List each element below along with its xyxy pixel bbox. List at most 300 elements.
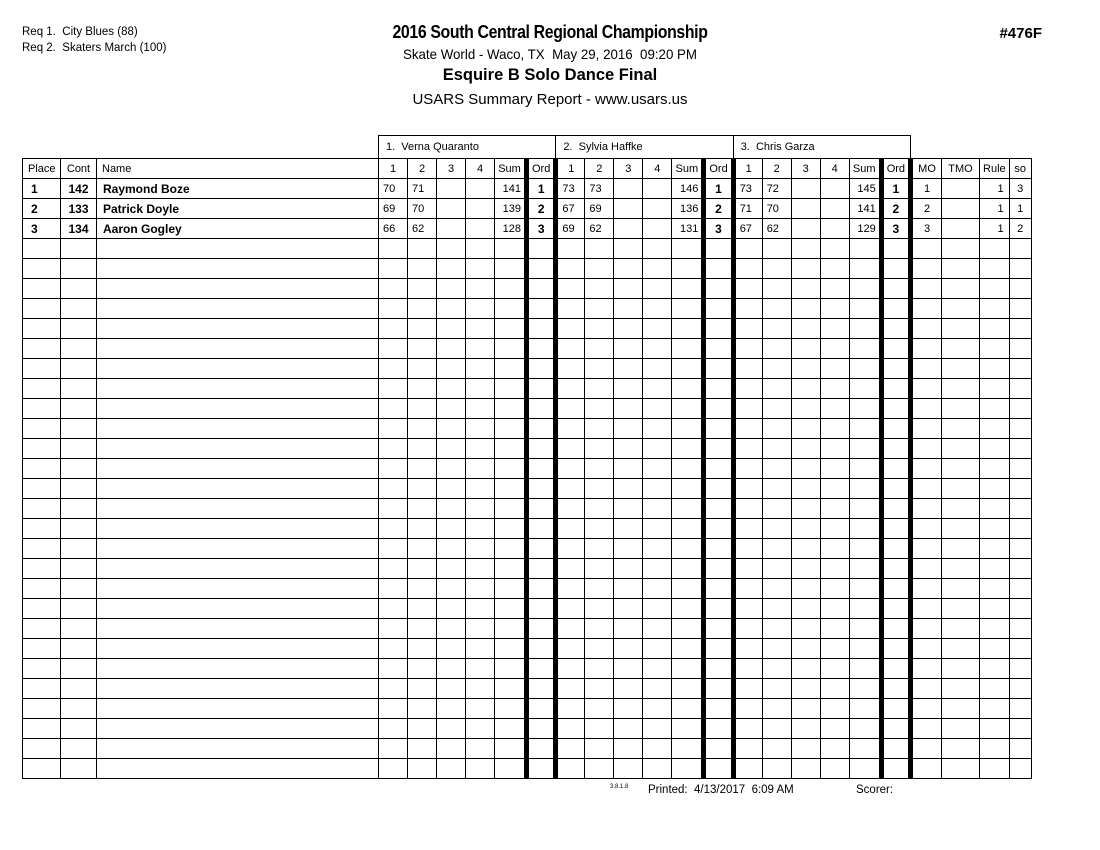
empty-cell bbox=[379, 319, 408, 339]
empty-cell bbox=[97, 519, 379, 539]
empty-cell bbox=[820, 339, 849, 359]
empty-cell bbox=[437, 659, 466, 679]
empty-cell bbox=[942, 619, 980, 639]
score-cell: 69 bbox=[585, 199, 614, 219]
empty-cell bbox=[820, 479, 849, 499]
empty-cell bbox=[762, 619, 791, 639]
empty-cell bbox=[881, 379, 910, 399]
empty-cell bbox=[881, 499, 910, 519]
sum-cell: 145 bbox=[849, 179, 881, 199]
score-cell bbox=[643, 179, 672, 199]
sum-cell: 146 bbox=[672, 179, 704, 199]
empty-cell bbox=[437, 539, 466, 559]
empty-cell bbox=[614, 619, 643, 639]
empty-cell bbox=[704, 719, 733, 739]
header-cont: Cont bbox=[61, 159, 97, 179]
judge-1-name: 1. Verna Quaranto bbox=[379, 136, 556, 159]
empty-cell bbox=[820, 459, 849, 479]
empty-cell bbox=[762, 519, 791, 539]
sum-cell: 141 bbox=[495, 179, 527, 199]
empty-cell bbox=[849, 699, 881, 719]
empty-cell bbox=[408, 259, 437, 279]
empty-cell bbox=[820, 379, 849, 399]
empty-cell bbox=[97, 239, 379, 259]
empty-cell bbox=[495, 679, 527, 699]
empty-cell bbox=[762, 579, 791, 599]
empty-cell bbox=[614, 719, 643, 739]
empty-cell bbox=[495, 479, 527, 499]
empty-cell bbox=[585, 599, 614, 619]
empty-cell bbox=[762, 379, 791, 399]
place-cell: 3 bbox=[23, 219, 61, 239]
rule-cell: 1 bbox=[980, 219, 1010, 239]
empty-cell bbox=[942, 579, 980, 599]
empty-cell bbox=[942, 239, 980, 259]
empty-cell bbox=[881, 319, 910, 339]
empty-cell bbox=[762, 599, 791, 619]
empty-cell bbox=[97, 719, 379, 739]
empty-cell bbox=[23, 299, 61, 319]
empty-cell bbox=[643, 299, 672, 319]
empty-cell bbox=[379, 419, 408, 439]
empty-cell bbox=[762, 759, 791, 779]
empty-row bbox=[23, 699, 1032, 719]
empty-cell bbox=[881, 299, 910, 319]
empty-cell bbox=[942, 759, 980, 779]
empty-cell bbox=[942, 399, 980, 419]
empty-cell bbox=[672, 699, 704, 719]
empty-cell bbox=[762, 559, 791, 579]
empty-cell bbox=[980, 439, 1010, 459]
empty-cell bbox=[1009, 339, 1031, 359]
empty-cell bbox=[61, 659, 97, 679]
empty-row bbox=[23, 679, 1032, 699]
empty-cell bbox=[614, 239, 643, 259]
empty-cell bbox=[849, 459, 881, 479]
empty-cell bbox=[733, 439, 762, 459]
empty-cell bbox=[466, 239, 495, 259]
empty-cell bbox=[527, 519, 556, 539]
empty-cell bbox=[585, 579, 614, 599]
empty-cell bbox=[97, 619, 379, 639]
empty-cell bbox=[437, 339, 466, 359]
version-label: 3.8.1.8 bbox=[610, 784, 629, 790]
empty-cell bbox=[942, 659, 980, 679]
score-cell bbox=[437, 219, 466, 239]
empty-cell bbox=[61, 339, 97, 359]
empty-cell bbox=[672, 239, 704, 259]
empty-cell bbox=[704, 739, 733, 759]
empty-cell bbox=[97, 599, 379, 619]
empty-cell bbox=[881, 599, 910, 619]
empty-cell bbox=[614, 399, 643, 419]
empty-cell bbox=[614, 639, 643, 659]
empty-cell bbox=[585, 239, 614, 259]
empty-cell bbox=[495, 739, 527, 759]
empty-cell bbox=[911, 579, 942, 599]
judge-3-name: 3. Chris Garza bbox=[733, 136, 910, 159]
empty-cell bbox=[437, 699, 466, 719]
empty-cell bbox=[23, 259, 61, 279]
empty-cell bbox=[556, 399, 585, 419]
empty-cell bbox=[61, 359, 97, 379]
empty-cell bbox=[97, 459, 379, 479]
empty-cell bbox=[495, 499, 527, 519]
empty-cell bbox=[980, 739, 1010, 759]
score-cell bbox=[466, 179, 495, 199]
empty-cell bbox=[23, 639, 61, 659]
empty-cell bbox=[495, 759, 527, 779]
empty-cell bbox=[466, 319, 495, 339]
empty-cell bbox=[791, 479, 820, 499]
empty-cell bbox=[61, 719, 97, 739]
empty-cell bbox=[820, 419, 849, 439]
empty-cell bbox=[23, 519, 61, 539]
empty-cell bbox=[881, 539, 910, 559]
empty-cell bbox=[672, 439, 704, 459]
ord-cell: 3 bbox=[881, 219, 910, 239]
empty-row bbox=[23, 419, 1032, 439]
empty-cell bbox=[791, 319, 820, 339]
empty-cell bbox=[733, 479, 762, 499]
empty-cell bbox=[97, 379, 379, 399]
empty-cell bbox=[495, 239, 527, 259]
empty-cell bbox=[911, 739, 942, 759]
empty-cell bbox=[466, 299, 495, 319]
empty-cell bbox=[437, 419, 466, 439]
empty-cell bbox=[911, 499, 942, 519]
req-line-2: Req 2. Skaters March (100) bbox=[22, 42, 167, 54]
empty-cell bbox=[614, 499, 643, 519]
empty-cell bbox=[556, 659, 585, 679]
tmo-cell bbox=[942, 199, 980, 219]
place-cell: 1 bbox=[23, 179, 61, 199]
empty-cell bbox=[61, 499, 97, 519]
empty-cell bbox=[466, 379, 495, 399]
empty-cell bbox=[23, 379, 61, 399]
empty-cell bbox=[614, 279, 643, 299]
empty-cell bbox=[643, 359, 672, 379]
empty-cell bbox=[643, 479, 672, 499]
empty-cell bbox=[849, 359, 881, 379]
empty-cell bbox=[408, 359, 437, 379]
header-sum: Sum bbox=[849, 159, 881, 179]
score-cell: 73 bbox=[585, 179, 614, 199]
empty-cell bbox=[437, 319, 466, 339]
header-score-1: 1 bbox=[379, 159, 408, 179]
empty-cell bbox=[643, 279, 672, 299]
sum-cell: 131 bbox=[672, 219, 704, 239]
empty-cell bbox=[791, 359, 820, 379]
empty-cell bbox=[881, 719, 910, 739]
spacer-cell bbox=[911, 136, 1032, 159]
empty-cell bbox=[911, 259, 942, 279]
empty-cell bbox=[585, 479, 614, 499]
empty-cell bbox=[466, 339, 495, 359]
empty-cell bbox=[466, 479, 495, 499]
ord-cell: 2 bbox=[881, 199, 910, 219]
ord-cell: 1 bbox=[881, 179, 910, 199]
empty-cell bbox=[1009, 459, 1031, 479]
empty-cell bbox=[408, 299, 437, 319]
empty-cell bbox=[820, 599, 849, 619]
empty-cell bbox=[1009, 519, 1031, 539]
empty-cell bbox=[942, 439, 980, 459]
empty-cell bbox=[495, 459, 527, 479]
empty-cell bbox=[408, 639, 437, 659]
empty-cell bbox=[379, 379, 408, 399]
empty-cell bbox=[881, 619, 910, 639]
empty-cell bbox=[408, 519, 437, 539]
place-cell: 2 bbox=[23, 199, 61, 219]
empty-cell bbox=[408, 659, 437, 679]
empty-cell bbox=[614, 259, 643, 279]
empty-cell bbox=[97, 319, 379, 339]
empty-cell bbox=[97, 679, 379, 699]
empty-cell bbox=[942, 519, 980, 539]
empty-cell bbox=[61, 579, 97, 599]
empty-cell bbox=[379, 539, 408, 559]
empty-cell bbox=[643, 339, 672, 359]
empty-cell bbox=[556, 259, 585, 279]
empty-cell bbox=[408, 599, 437, 619]
empty-cell bbox=[1009, 239, 1031, 259]
empty-cell bbox=[911, 659, 942, 679]
empty-cell bbox=[466, 659, 495, 679]
empty-cell bbox=[980, 399, 1010, 419]
empty-cell bbox=[437, 759, 466, 779]
empty-cell bbox=[556, 479, 585, 499]
empty-cell bbox=[643, 599, 672, 619]
empty-cell bbox=[704, 459, 733, 479]
empty-cell bbox=[466, 399, 495, 419]
empty-cell bbox=[762, 659, 791, 679]
empty-cell bbox=[527, 359, 556, 379]
empty-cell bbox=[556, 719, 585, 739]
empty-cell bbox=[495, 719, 527, 739]
empty-cell bbox=[911, 439, 942, 459]
score-cell bbox=[614, 179, 643, 199]
empty-cell bbox=[980, 559, 1010, 579]
empty-cell bbox=[762, 439, 791, 459]
empty-cell bbox=[379, 619, 408, 639]
empty-cell bbox=[980, 419, 1010, 439]
empty-cell bbox=[61, 319, 97, 339]
empty-cell bbox=[942, 279, 980, 299]
empty-cell bbox=[23, 359, 61, 379]
mo-cell: 1 bbox=[911, 179, 942, 199]
empty-cell bbox=[643, 579, 672, 599]
empty-cell bbox=[466, 559, 495, 579]
empty-cell bbox=[614, 379, 643, 399]
empty-cell bbox=[704, 599, 733, 619]
empty-cell bbox=[980, 619, 1010, 639]
empty-cell bbox=[733, 499, 762, 519]
empty-cell bbox=[942, 299, 980, 319]
empty-cell bbox=[643, 499, 672, 519]
empty-cell bbox=[733, 399, 762, 419]
empty-cell bbox=[379, 579, 408, 599]
empty-cell bbox=[437, 499, 466, 519]
empty-cell bbox=[643, 559, 672, 579]
empty-cell bbox=[911, 599, 942, 619]
empty-cell bbox=[643, 699, 672, 719]
empty-cell bbox=[408, 379, 437, 399]
header-ord: Ord bbox=[704, 159, 733, 179]
empty-cell bbox=[762, 679, 791, 699]
empty-cell bbox=[643, 239, 672, 259]
empty-cell bbox=[849, 399, 881, 419]
empty-cell bbox=[980, 599, 1010, 619]
empty-cell bbox=[849, 559, 881, 579]
empty-cell bbox=[379, 639, 408, 659]
header-tmo: TMO bbox=[942, 159, 980, 179]
empty-cell bbox=[791, 759, 820, 779]
empty-cell bbox=[849, 479, 881, 499]
empty-cell bbox=[762, 339, 791, 359]
empty-cell bbox=[849, 679, 881, 699]
empty-cell bbox=[820, 359, 849, 379]
empty-cell bbox=[556, 699, 585, 719]
empty-row bbox=[23, 339, 1032, 359]
empty-cell bbox=[672, 279, 704, 299]
header-sum: Sum bbox=[495, 159, 527, 179]
empty-cell bbox=[672, 299, 704, 319]
mo-cell: 3 bbox=[911, 219, 942, 239]
empty-cell bbox=[942, 379, 980, 399]
score-cell bbox=[614, 199, 643, 219]
empty-cell bbox=[97, 579, 379, 599]
empty-cell bbox=[379, 439, 408, 459]
empty-cell bbox=[466, 739, 495, 759]
header-score-4: 4 bbox=[820, 159, 849, 179]
empty-cell bbox=[911, 379, 942, 399]
name-cell: Raymond Boze bbox=[97, 179, 379, 199]
empty-cell bbox=[881, 559, 910, 579]
empty-cell bbox=[466, 439, 495, 459]
empty-cell bbox=[791, 659, 820, 679]
empty-cell bbox=[408, 439, 437, 459]
empty-cell bbox=[61, 599, 97, 619]
empty-cell bbox=[527, 439, 556, 459]
empty-cell bbox=[849, 759, 881, 779]
empty-cell bbox=[495, 559, 527, 579]
empty-cell bbox=[466, 499, 495, 519]
empty-cell bbox=[704, 679, 733, 699]
empty-cell bbox=[527, 239, 556, 259]
empty-cell bbox=[614, 459, 643, 479]
empty-cell bbox=[437, 619, 466, 639]
empty-cell bbox=[495, 399, 527, 419]
empty-cell bbox=[733, 299, 762, 319]
spacer-cell bbox=[23, 136, 379, 159]
empty-cell bbox=[23, 459, 61, 479]
empty-row bbox=[23, 739, 1032, 759]
empty-cell bbox=[820, 519, 849, 539]
empty-cell bbox=[556, 599, 585, 619]
empty-cell bbox=[527, 379, 556, 399]
cont-cell: 142 bbox=[61, 179, 97, 199]
empty-cell bbox=[980, 319, 1010, 339]
empty-cell bbox=[849, 339, 881, 359]
empty-cell bbox=[23, 739, 61, 759]
empty-cell bbox=[495, 619, 527, 639]
header-score-2: 2 bbox=[408, 159, 437, 179]
empty-cell bbox=[942, 739, 980, 759]
empty-cell bbox=[643, 259, 672, 279]
empty-row bbox=[23, 239, 1032, 259]
empty-cell bbox=[614, 359, 643, 379]
judge-header-row bbox=[23, 136, 1032, 159]
venue-subtitle: Skate World - Waco, TX May 29, 2016 09:20 PM bbox=[403, 46, 697, 62]
empty-cell bbox=[911, 319, 942, 339]
empty-cell bbox=[408, 739, 437, 759]
empty-cell bbox=[881, 659, 910, 679]
empty-cell bbox=[733, 599, 762, 619]
empty-cell bbox=[762, 739, 791, 759]
empty-cell bbox=[1009, 539, 1031, 559]
empty-cell bbox=[672, 459, 704, 479]
empty-cell bbox=[672, 539, 704, 559]
empty-cell bbox=[911, 539, 942, 559]
header-score-3: 3 bbox=[791, 159, 820, 179]
empty-cell bbox=[849, 739, 881, 759]
empty-cell bbox=[585, 659, 614, 679]
empty-cell bbox=[408, 499, 437, 519]
empty-row bbox=[23, 379, 1032, 399]
empty-cell bbox=[643, 459, 672, 479]
empty-cell bbox=[820, 759, 849, 779]
empty-cell bbox=[911, 519, 942, 539]
empty-cell bbox=[23, 339, 61, 359]
empty-cell bbox=[643, 539, 672, 559]
empty-row bbox=[23, 439, 1032, 459]
empty-cell bbox=[980, 479, 1010, 499]
empty-cell bbox=[527, 459, 556, 479]
empty-cell bbox=[980, 519, 1010, 539]
header-score-2: 2 bbox=[585, 159, 614, 179]
empty-row bbox=[23, 459, 1032, 479]
empty-cell bbox=[911, 359, 942, 379]
sum-cell: 128 bbox=[495, 219, 527, 239]
empty-cell bbox=[61, 299, 97, 319]
empty-cell bbox=[1009, 479, 1031, 499]
empty-cell bbox=[762, 299, 791, 319]
empty-cell bbox=[911, 459, 942, 479]
empty-cell bbox=[704, 319, 733, 339]
table-row bbox=[23, 199, 1032, 219]
empty-cell bbox=[495, 699, 527, 719]
empty-cell bbox=[379, 499, 408, 519]
empty-cell bbox=[585, 699, 614, 719]
empty-cell bbox=[791, 419, 820, 439]
empty-cell bbox=[672, 419, 704, 439]
empty-cell bbox=[643, 719, 672, 739]
empty-cell bbox=[585, 679, 614, 699]
empty-cell bbox=[495, 659, 527, 679]
empty-cell bbox=[820, 299, 849, 319]
empty-cell bbox=[980, 659, 1010, 679]
event-title: Esquire B Solo Dance Final bbox=[442, 66, 658, 84]
empty-cell bbox=[820, 579, 849, 599]
empty-cell bbox=[643, 739, 672, 759]
empty-cell bbox=[437, 379, 466, 399]
empty-cell bbox=[585, 259, 614, 279]
empty-cell bbox=[1009, 439, 1031, 459]
empty-cell bbox=[556, 759, 585, 779]
empty-cell bbox=[672, 579, 704, 599]
empty-cell bbox=[849, 639, 881, 659]
